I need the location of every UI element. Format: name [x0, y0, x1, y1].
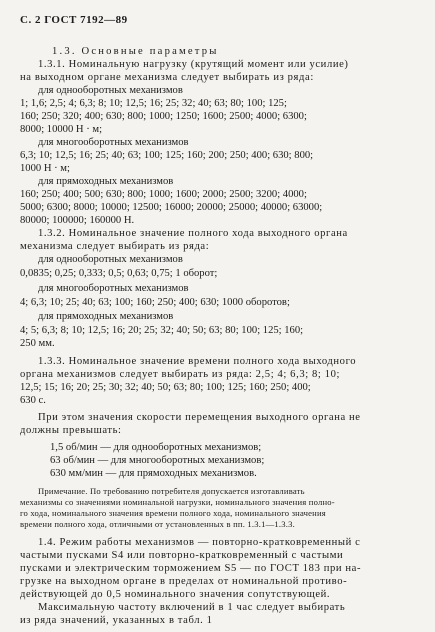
list-caption: для однооборотных механизмов	[38, 254, 183, 265]
paragraph-line: пусками и электрическим торможением S5 — по ГОСТ 183 при на-	[20, 563, 362, 574]
paragraph-line: 1.3.2. Номинальное значение полного хода выходного органа	[38, 228, 348, 239]
paragraph-line: из ряда значений, указанных в табл. 1	[20, 615, 213, 626]
value-series-line: 630 с.	[20, 395, 46, 406]
note-line: Примечание. По требованию потребителя допускается изготавливать	[38, 486, 305, 496]
note-line: го хода, номинального значения времени полного хода, номинального значения	[20, 508, 326, 518]
paragraph-line: 1.3.1. Номинальную нагрузку (крутящий момент или усилие)	[38, 59, 349, 70]
value-series-line: 0,0835; 0,25; 0,333; 0,5; 0,63; 0,75; 1 оборот;	[20, 268, 218, 279]
value-series-line: 8000; 10000 Н · м;	[20, 124, 103, 135]
list-caption: для многооборотных механизмов	[38, 137, 189, 148]
note-line: времени полного хода, отличными от установленных в пп. 1.3.1—1.3.3.	[20, 519, 295, 529]
value-series-line: 6,3; 10; 12,5; 16; 25; 40; 63; 100; 125; 160; 200; 250; 400; 630; 800;	[20, 150, 314, 161]
paragraph-line: действующей до 0,5 номинального значения сопутствующей.	[20, 589, 331, 600]
speed-limit-line: 630 мм/мин — для прямоходных механизмов.	[50, 468, 257, 479]
list-caption: для прямоходных механизмов	[38, 176, 174, 187]
value-series-line: 4; 5; 6,3; 8; 10; 12,5; 16; 20; 25; 32; 40; 50; 63; 80; 100; 125; 160;	[20, 325, 304, 336]
list-caption: для прямоходных механизмов	[38, 311, 174, 322]
paragraph-line: грузке на выходном органе в пределах от номинальной противо-	[20, 576, 348, 587]
value-series-line: 5000; 6300; 8000; 10000; 12500; 16000; 20000; 25000; 40000; 63000;	[20, 202, 323, 213]
paragraph-line: 1.3.3. Номинальное значение времени полного хода выходного	[38, 356, 357, 367]
page-header: С. 2 ГОСТ 7192—89	[20, 14, 128, 26]
value-series-line: 250 мм.	[20, 338, 55, 349]
value-series-line: 4; 6,3; 10; 25; 40; 63; 100; 160; 250; 400; 630; 1000 оборотов;	[20, 297, 290, 308]
paragraph-line: Максимальную частоту включений в 1 час следует выбирать	[38, 602, 346, 613]
paragraph-line: При этом значения скорости перемещения выходного органа не	[38, 412, 361, 423]
paragraph-line: должны превышать:	[20, 425, 122, 436]
paragraph-line: органа механизмов следует выбирать из ряда: 2,5; 4; 6,3; 8; 10;	[20, 369, 341, 380]
value-series-line: 160; 250; 400; 500; 630; 800; 1000; 1600; 2000; 2500; 3200; 4000;	[20, 189, 307, 200]
paragraph-line: 1.4. Режим работы механизмов — повторно-кратковременный с	[38, 537, 361, 548]
list-caption: для однооборотных механизмов	[38, 85, 183, 96]
list-caption: для многооборотных механизмов	[38, 283, 189, 294]
section-heading: 1.3. Основные параметры	[52, 46, 219, 57]
value-series-line: 12,5; 15; 16; 20; 25; 30; 32; 40; 50; 63; 80; 100; 125; 160; 250; 400;	[20, 382, 311, 393]
paragraph-line: на выходном органе механизма следует выбирать из ряда:	[20, 72, 314, 83]
speed-limit-line: 1,5 об/мин — для однооборотных механизмов;	[50, 442, 262, 453]
speed-limit-line: 63 об/мин — для многооборотных механизмов;	[50, 455, 265, 466]
note-line: механизмы со значениями номинальной нагрузки, номинального значения полно-	[20, 497, 335, 507]
value-series-line: 80000; 100000; 160000 Н.	[20, 215, 135, 226]
value-series-line: 160; 250; 320; 400; 630; 800; 1000; 1250; 1600; 2500; 4000; 6300;	[20, 111, 307, 122]
paragraph-line: частыми пусками S4 или повторно-кратковременный с частыми	[20, 550, 344, 561]
value-series-line: 1000 Н · м;	[20, 163, 70, 174]
paragraph-line: механизма следует выбирать из ряда:	[20, 241, 210, 252]
value-series-line: 1; 1,6; 2,5; 4; 6,3; 8; 10; 12,5; 16; 25; 32; 40; 63; 80; 100; 125;	[20, 98, 287, 109]
